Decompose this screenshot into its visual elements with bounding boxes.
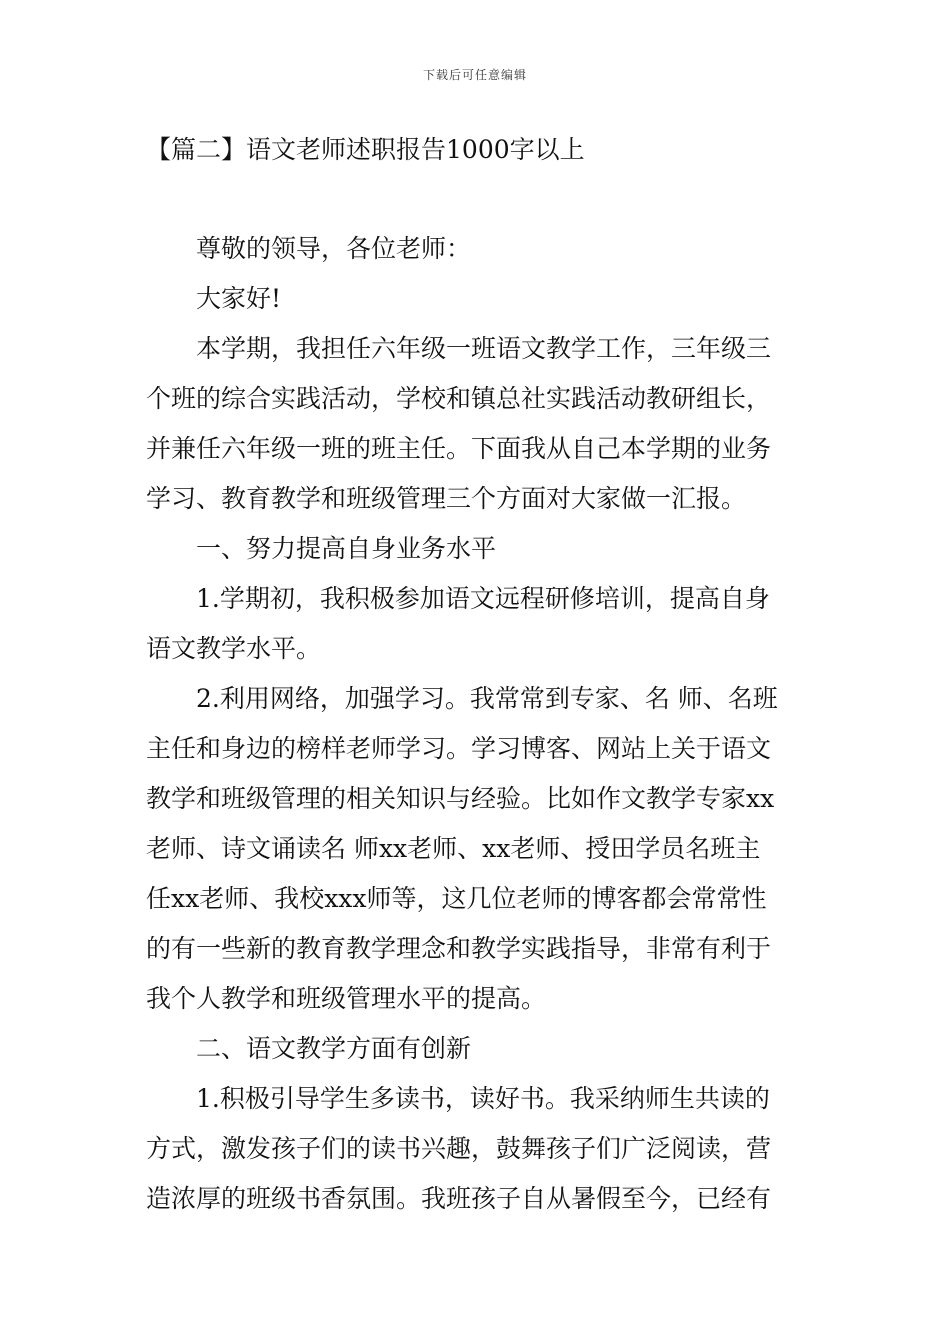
- section-heading: 一、努力提高自身业务水平: [196, 534, 497, 563]
- header-note: 下载后可任意编辑: [422, 68, 527, 82]
- paragraph-line: 2.利用网络，加强学习。我常常到专家、名 师、名班: [196, 684, 778, 713]
- paragraph-line: 方式，激发孩子们的读书兴趣，鼓舞孩子们广泛阅读，营: [146, 1134, 772, 1163]
- document-title: 【篇二】语文老师述职报告1000字以上: [146, 135, 585, 164]
- paragraph-line: 语文教学水平。: [146, 634, 322, 663]
- paragraph-line: 我个人教学和班级管理水平的提高。: [146, 984, 547, 1013]
- paragraph-line: 任xx老师、我校xxx师等，这几位老师的博客都会常常性: [146, 884, 767, 913]
- section-heading: 二、语文教学方面有创新: [196, 1034, 472, 1063]
- salutation-line: 尊敬的领导，各位老师：: [196, 234, 472, 263]
- paragraph-line: 1.学期初，我积极参加语文远程研修培训，提高自身: [196, 584, 770, 613]
- greeting-line: 大家好!: [196, 284, 282, 313]
- paragraph-line: 1.积极引导学生多读书，读好书。我采纳师生共读的: [196, 1084, 770, 1113]
- paragraph-line: 教学和班级管理的相关知识与经验。比如作文教学专家xx: [146, 784, 775, 813]
- paragraph-line: 主任和身边的榜样老师学习。学习博客、网站上关于语文: [146, 734, 772, 763]
- paragraph-line: 学习、教育教学和班级管理三个方面对大家做一汇报。: [146, 484, 747, 513]
- paragraph-line: 个班的综合实践活动，学校和镇总社实践活动教研组长，: [146, 384, 772, 413]
- paragraph-line: 造浓厚的班级书香氛围。我班孩子自从暑假至今，已经有: [146, 1184, 772, 1213]
- paragraph-line: 本学期，我担任六年级一班语文教学工作，三年级三: [196, 334, 772, 363]
- paragraph-line: 老师、诗文诵读名 师xx老师、xx老师、授田学员名班主: [146, 834, 761, 863]
- paragraph-line: 并兼任六年级一班的班主任。下面我从自己本学期的业务: [146, 434, 772, 463]
- paragraph-line: 的有一些新的教育教学理念和教学实践指导，非常有利于: [146, 934, 772, 963]
